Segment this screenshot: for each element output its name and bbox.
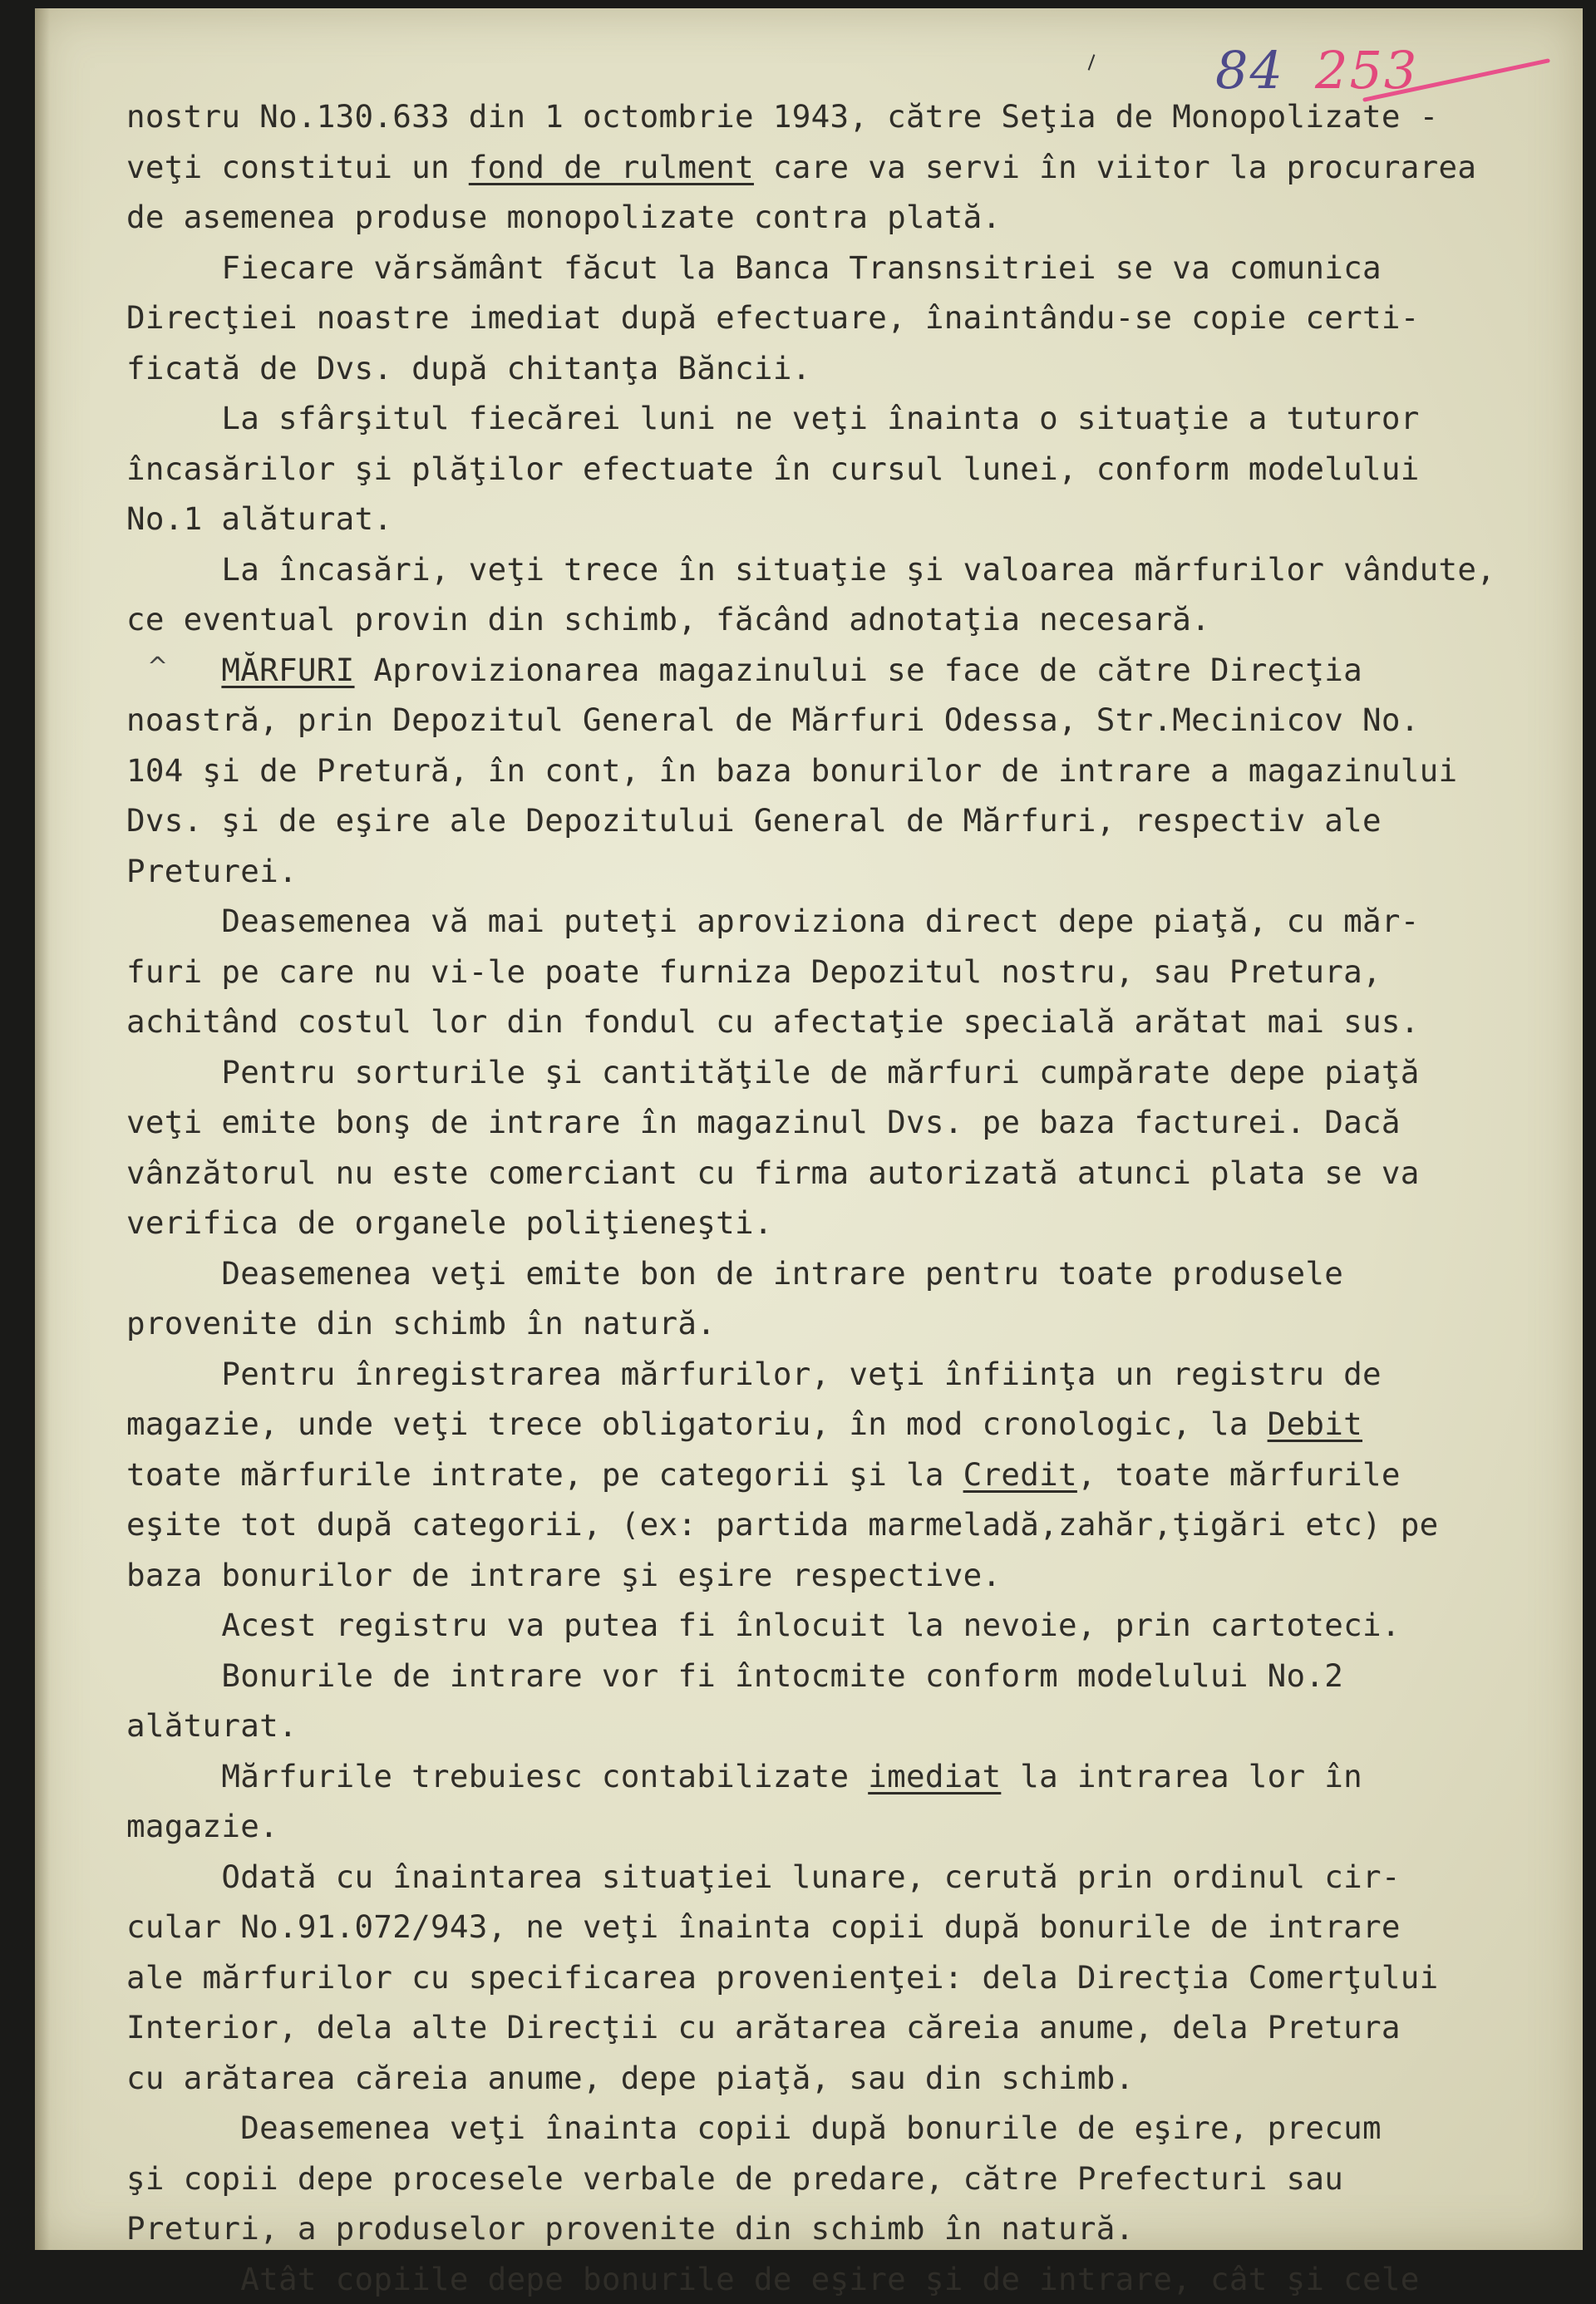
underlined-text: Debit	[1268, 1406, 1362, 1442]
line-text: şi copii depe procesele verbale de predare, către Prefecturi sau	[126, 2160, 1343, 2197]
line-text-continued: care va servi în viitor la procurarea	[754, 149, 1476, 185]
underlined-text: imediat	[868, 1758, 1001, 1794]
text-line	[126, 494, 1556, 544]
text-line	[126, 1298, 1556, 1349]
text-line	[126, 1148, 1556, 1199]
text-line	[126, 1248, 1556, 1299]
line-text: achitând costul lor din fondul cu afectaţie specială arătat mai sus.	[126, 1003, 1420, 1040]
text-line	[126, 343, 1556, 394]
text-line	[126, 594, 1556, 645]
line-text: La încasări, veţi trece în situaţie şi valoarea mărfurilor vândute,	[126, 551, 1495, 588]
line-text: noastră, prin Depozitul General de Mărfuri Odessa, Str.Mecinicov No.	[126, 702, 1420, 738]
text-line	[126, 444, 1556, 495]
text-line	[126, 1952, 1556, 2003]
line-text: ce eventual provin din schimb, făcând adnotaţia necesară.	[126, 601, 1210, 638]
line-text: Fiecare vărsământ făcut la Banca Transnsitriei se va comunica	[126, 249, 1382, 286]
line-text	[126, 652, 221, 688]
line-text: provenite din schimb în natură.	[126, 1305, 716, 1342]
text-line	[126, 846, 1556, 897]
line-text: toate mărfurile intrate, pe categorii şi la	[126, 1456, 963, 1493]
text-line	[126, 1801, 1556, 1852]
pen-tick-mark	[1088, 54, 1096, 70]
folio-number-new: 253	[1315, 40, 1418, 101]
text-line	[126, 293, 1556, 343]
text-line	[126, 1499, 1556, 1550]
line-text: Interior, dela alte Direcţii cu arătarea căreia anume, dela Pretura	[126, 2009, 1401, 2046]
text-line	[126, 2053, 1556, 2104]
line-text: baza bonurilor de intrare şi eşire respective.	[126, 1557, 1001, 1593]
line-text: magazie, unde veţi trece obligatoriu, în mod cronologic, la	[126, 1406, 1268, 1442]
text-line	[126, 1902, 1556, 1952]
line-text: verifica de organele poliţieneşti.	[126, 1204, 773, 1241]
text-line	[126, 2002, 1556, 2053]
text-line	[126, 192, 1556, 243]
text-line	[126, 746, 1556, 796]
document-page	[35, 8, 1583, 2250]
text-line	[126, 1751, 1556, 1802]
line-text: Bonurile de intrare vor fi întocmite conform modelului No.2	[126, 1657, 1343, 1694]
text-line	[126, 997, 1556, 1047]
line-text-continued: , toate mărfurile	[1077, 1456, 1401, 1493]
line-text: Acest registru va putea fi înlocuit la nevoie, prin cartoteci.	[126, 1607, 1401, 1643]
underlined-text: fond de rulment	[469, 149, 754, 185]
line-text: Deasemenea veţi înainta copii după bonurile de eşire, precum	[126, 2110, 1382, 2146]
line-text-continued: Aprovizionarea magazinului se face de către Direcţia	[355, 652, 1362, 688]
line-text: veţi emite bonş de intrare în magazinul Dvs. pe baza facturei. Dacă	[126, 1104, 1401, 1140]
text-line	[126, 1600, 1556, 1651]
line-text: No.1 alăturat.	[126, 500, 392, 537]
folio-number-old: 84	[1215, 40, 1284, 101]
text-line	[126, 544, 1556, 595]
text-line	[126, 2254, 1556, 2304]
text-line	[126, 695, 1556, 746]
line-text-continued: la intrarea lor în	[1001, 1758, 1362, 1794]
text-line	[126, 91, 1556, 142]
page-shadow-edge	[35, 8, 50, 2250]
text-line	[126, 1852, 1556, 1903]
text-line	[126, 795, 1556, 846]
line-text: Atât copiile depe bonurile de eşire şi de intrare, cât şi cele	[126, 2261, 1420, 2297]
line-text: de asemenea produse monopolizate contra plată.	[126, 199, 1001, 235]
line-text: ale mărfurilor cu specificarea provenienţei: dela Direcţia Comerţului	[126, 1959, 1439, 1996]
typewritten-body	[126, 91, 1556, 2304]
text-line	[126, 645, 1556, 696]
line-text: magazie.	[126, 1808, 278, 1844]
text-line	[126, 1651, 1556, 1701]
text-line	[126, 2103, 1556, 2154]
text-line	[126, 1450, 1556, 1500]
underlined-text: MĂRFURI	[221, 652, 354, 688]
text-line	[126, 896, 1556, 947]
margin-caret-mark: ^	[147, 652, 168, 682]
text-line	[126, 1097, 1556, 1148]
text-line	[126, 1701, 1556, 1751]
line-text: vânzătorul nu este comerciant cu firma autorizată atunci plata se va	[126, 1154, 1420, 1191]
line-text: Dvs. şi de eşire ale Depozitului General de Mărfuri, respectiv ale	[126, 802, 1382, 839]
line-text: Mărfurile trebuiesc contabilizate	[126, 1758, 868, 1794]
line-text: eşite tot după categorii, (ex: partida marmeladă,zahăr,ţigări etc) pe	[126, 1506, 1439, 1543]
text-line	[126, 1550, 1556, 1601]
text-line	[126, 1198, 1556, 1248]
line-text: Preturi, a produselor provenite din schimb în natură.	[126, 2210, 1134, 2247]
line-text: 104 şi de Pretură, în cont, în baza bonurilor de intrare a magazinului	[126, 752, 1457, 789]
line-text: Deasemenea veţi emite bon de intrare pentru toate produsele	[126, 1255, 1343, 1292]
line-text: Pentru sorturile şi cantităţile de mărfuri cumpărate depe piaţă	[126, 1054, 1420, 1090]
line-text: încasărilor şi plăţilor efectuate în cursul lunei, conform modelului	[126, 450, 1420, 487]
line-text: ficată de Dvs. după chitanţa Băncii.	[126, 350, 811, 386]
line-text: cu arătarea căreia anume, depe piaţă, sau din schimb.	[126, 2060, 1134, 2096]
line-text: Direcţiei noastre imediat după efectuare, înaintându-se copie certi-	[126, 299, 1420, 336]
line-text: Pentru înregistrarea mărfurilor, veţi înfiinţa un registru de	[126, 1356, 1382, 1392]
text-line	[126, 142, 1556, 193]
text-line	[126, 2154, 1556, 2204]
text-line	[126, 947, 1556, 997]
text-line	[126, 1399, 1556, 1450]
text-line	[126, 243, 1556, 293]
text-line	[126, 2203, 1556, 2254]
text-line	[126, 1047, 1556, 1098]
line-text: nostru No.130.633 din 1 octombrie 1943, către Seţia de Monopolizate -	[126, 98, 1439, 135]
line-text: furi pe care nu vi-le poate furniza Depozitul nostru, sau Pretura,	[126, 953, 1382, 990]
text-line	[126, 1349, 1556, 1400]
line-text: Odată cu înaintarea situaţiei lunare, cerută prin ordinul cir-	[126, 1858, 1401, 1895]
line-text: La sfârşitul fiecărei luni ne veţi înainta o situaţie a tuturor	[126, 400, 1420, 436]
underlined-text: Credit	[963, 1456, 1077, 1493]
line-text: Preturei.	[126, 853, 298, 889]
line-text: alăturat.	[126, 1707, 298, 1744]
text-line	[126, 393, 1556, 444]
line-text: Deasemenea vă mai puteţi aproviziona direct depe piaţă, cu măr-	[126, 903, 1420, 939]
line-text: veţi constitui un	[126, 149, 469, 185]
line-text: cular No.91.072/943, ne veţi înainta copii după bonurile de intrare	[126, 1908, 1401, 1945]
